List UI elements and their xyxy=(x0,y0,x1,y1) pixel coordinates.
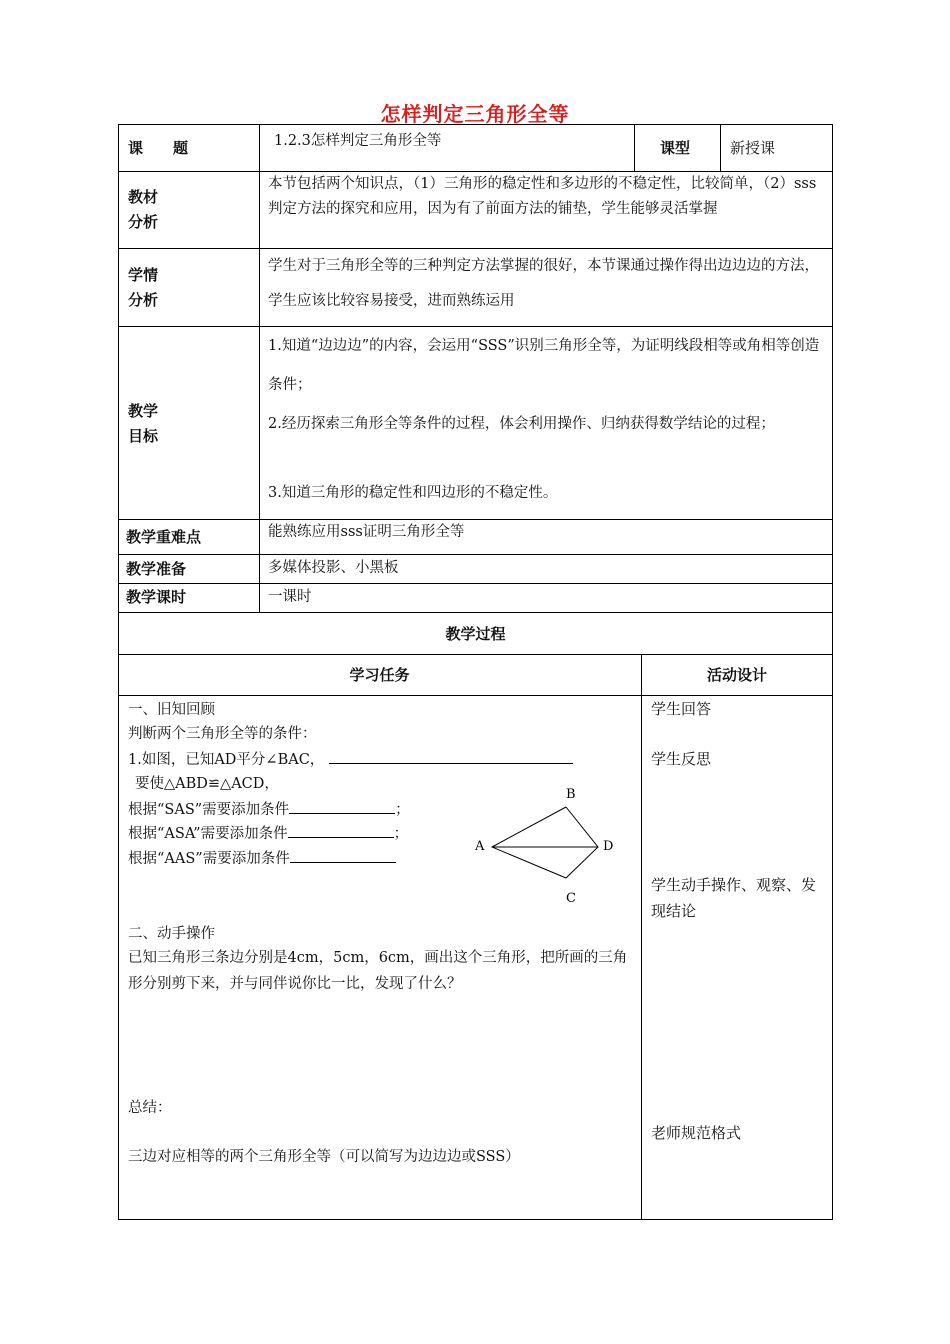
review-intro: 判断两个三角形全等的条件： xyxy=(128,726,317,742)
preparation-label: 教学准备 xyxy=(126,560,187,578)
students-label: 学情 xyxy=(128,266,159,284)
sas-semicolon: ； xyxy=(395,802,410,818)
hands-on-section-title: 二、动手操作 xyxy=(128,926,215,942)
asa-condition xyxy=(128,823,408,844)
goal-item-2: 2.经历探索三角形全等条件的过程，体会利用操作、归纳获得数学结论的过程； xyxy=(268,416,775,432)
row-divider xyxy=(118,583,833,584)
review-section-title: 一、旧知回顾 xyxy=(128,702,215,718)
aas-blank[interactable] xyxy=(290,848,396,863)
row-divider xyxy=(118,654,833,655)
preparation-text: 多媒体投影、小黑板 xyxy=(268,560,399,576)
process-heading: 教学过程 xyxy=(445,625,506,643)
question-1 xyxy=(128,749,573,770)
asa-blank[interactable] xyxy=(288,823,394,838)
key-points-text: 能熟练应用sss证明三角形全等 xyxy=(268,524,465,540)
aas-condition xyxy=(128,848,396,869)
course-type-label: 课型 xyxy=(660,139,691,157)
hands-on-text: 已知三角形三条边分别是4cm，5cm，6cm，画出这个三角形，把所画的三角形分别剪下来，并与同伴说你比一比，发现了什么？ xyxy=(128,950,628,992)
sas-text: 根据“SAS”需要添加条件 xyxy=(128,802,290,818)
students-text: 学生对于三角形全等的三种判定方法掌握的很好，本节课通过操作得出边边边的方法，学生应该比较容易接受，进而熟练运用 xyxy=(268,258,819,309)
question-1-condition: 要使△ABD≌△ACD， xyxy=(135,776,279,792)
point-label-d: D xyxy=(603,839,614,854)
hours-label: 教学课时 xyxy=(126,588,187,606)
triangle-figure xyxy=(470,780,620,910)
asa-text: 根据“ASA”需要添加条件 xyxy=(128,826,288,842)
activity-4: 老师规范格式 xyxy=(651,1124,742,1142)
col-divider xyxy=(720,124,721,171)
activity-3: 学生动手操作、观察、发现结论 xyxy=(651,876,817,920)
summary-text: 三边对应相等的两个三角形全等（可以简写为边边边或SSS） xyxy=(128,1149,520,1165)
row-divider xyxy=(118,612,833,613)
goal-item-3: 3.知道三角形的稳定性和四边形的不稳定性。 xyxy=(268,485,558,501)
task-column-header: 学习任务 xyxy=(349,666,410,684)
point-label-b: B xyxy=(566,787,576,802)
goals-label-2: 目标 xyxy=(128,427,159,445)
students-label-2: 分析 xyxy=(128,291,159,309)
course-type-value: 新授课 xyxy=(730,139,776,157)
col-divider xyxy=(259,124,260,612)
sas-condition xyxy=(128,799,410,820)
aas-text: 根据“AAS”需要添加条件 xyxy=(128,851,290,867)
question-1-text: 1.如图，已知AD平分∠BAC， xyxy=(128,752,325,768)
key-points-label: 教学重难点 xyxy=(126,528,202,546)
topic-label: 课 题 xyxy=(128,139,189,157)
asa-semicolon: ； xyxy=(393,826,409,842)
figure-lines xyxy=(492,807,598,878)
material-label-2: 分析 xyxy=(128,213,159,231)
hours-text: 一课时 xyxy=(268,589,312,605)
summary-label: 总结： xyxy=(128,1100,172,1116)
row-divider xyxy=(118,695,833,696)
col-divider xyxy=(634,124,635,171)
material-label: 教材 xyxy=(128,188,159,206)
row-divider xyxy=(118,554,833,555)
activity-1: 学生回答 xyxy=(651,700,712,718)
goals-label: 教学 xyxy=(128,402,159,420)
col-divider xyxy=(641,654,642,1220)
answer-blank[interactable] xyxy=(329,749,573,764)
document-title: 怎样判定三角形全等 xyxy=(380,102,570,126)
point-label-a: A xyxy=(475,839,485,854)
material-text: 本节包括两个知识点，（1）三角形的稳定性和多边形的不稳定性，比较简单，（2）sss判定方法的探究和应用，因为有了前面方法的铺垫，学生能够灵活掌握 xyxy=(268,176,817,217)
goal-item-1: 1.知道“边边边”的内容，会运用“SSS”识别三角形全等，为证明线段相等或角相等创造条件； xyxy=(268,338,820,393)
activity-column-header: 活动设计 xyxy=(706,666,767,684)
activity-2: 学生反思 xyxy=(651,750,712,768)
sas-blank[interactable] xyxy=(289,799,395,814)
point-label-c: C xyxy=(566,891,576,906)
topic-value: 1.2.3怎样判定三角形全等 xyxy=(274,133,442,149)
row-divider xyxy=(118,519,833,520)
